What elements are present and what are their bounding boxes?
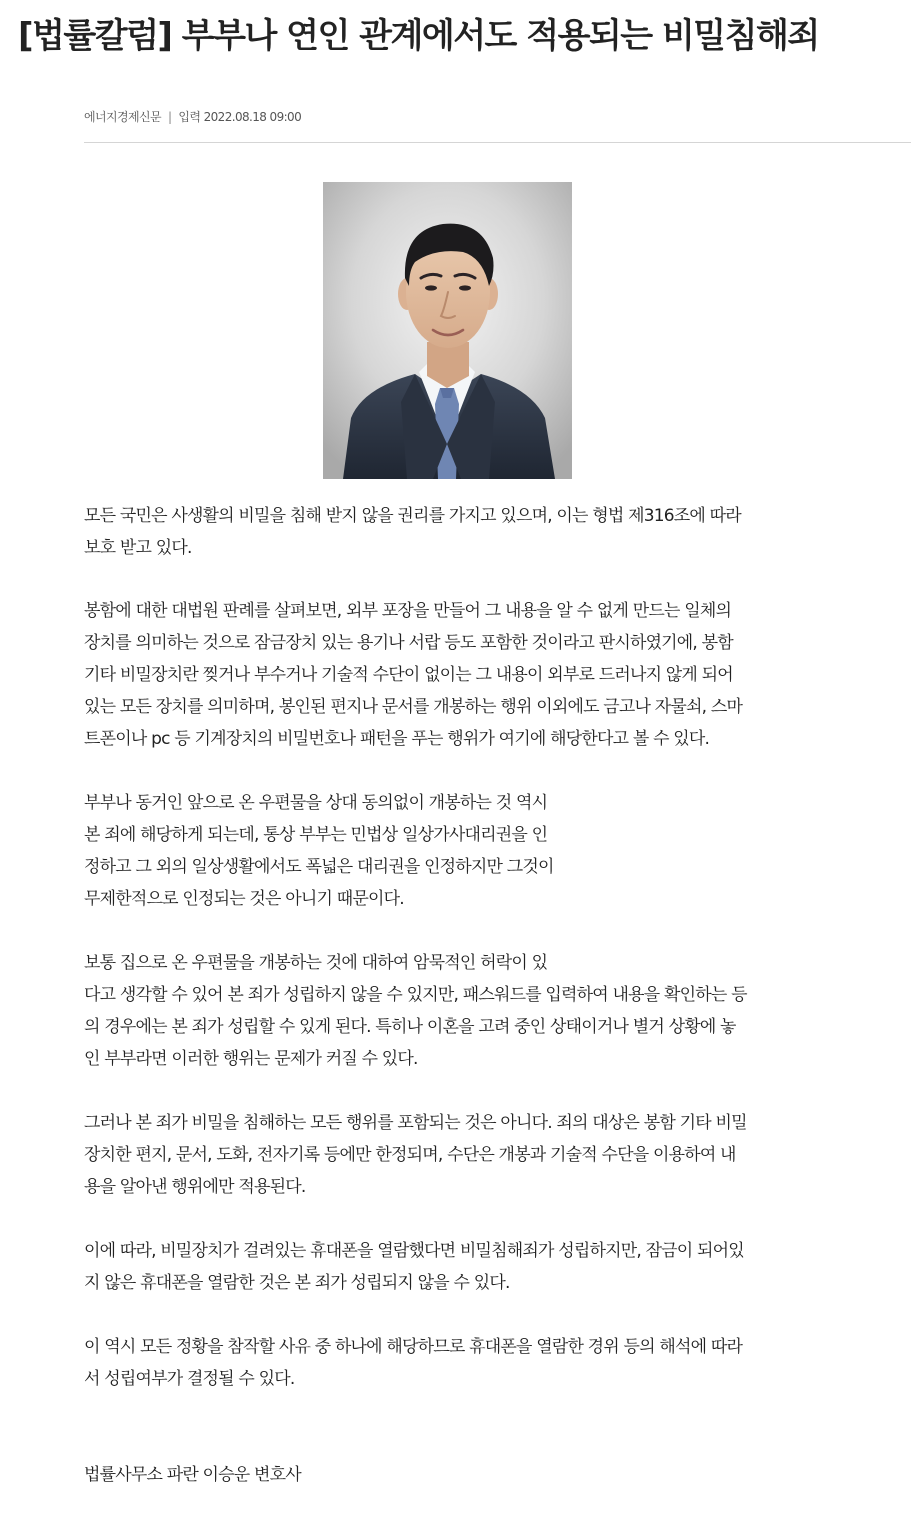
paragraph-line: 봉함에 대한 대법원 판례를 살펴보면, 외부 포장을 만들어 그 내용을 알 수 없게 만드는 일체의 [84,601,732,621]
paragraph-line: 장치를 의미하는 것으로 잠금장치 있는 용기나 서랍 등도 포함한 것이라고 판시하였기에, 봉함 [84,633,733,653]
source-name: 에너지경제신문 [84,110,161,124]
paragraph-line: 다고 생각할 수 있어 본 죄가 성립하지 않을 수 있지만, 패스워드를 입력하여 내용을 확인하는 등 [84,985,747,1005]
byline-separator: | [167,110,172,124]
paragraph-line: 정하고 그 외의 일상생활에서도 폭넓은 대리권을 인정하지만 그것이 [84,857,554,877]
article-title: [법률칼럼] 부부나 연인 관계에서도 적용되는 비밀침해죄 [18,16,819,56]
paragraph-line: 있는 모든 장치를 의미하며, 봉인된 편지나 문서를 개봉하는 행위 이외에도 금고나 자물쇠, 스마 [84,697,743,717]
author-signature [84,1459,301,1491]
paragraph-line: 보호 받고 있다. [84,538,192,558]
paragraph-line: 트폰이나 pc 등 기계장치의 비밀번호나 패턴을 푸는 행위가 여기에 해당한다고 볼 수 있다. [84,729,710,749]
paragraph-line: 의 경우에는 본 죄가 성립할 수 있게 된다. 특히나 이혼을 고려 중인 상태이거나 별거 상황에 놓 [84,1017,736,1037]
author-portrait-photo [323,182,572,479]
paragraph-line: 이에 따라, 비밀장치가 걸려있는 휴대폰을 열람했다면 비밀침해죄가 성립하지만, 잠금이 되어있 [84,1241,744,1261]
article-byline [84,108,301,126]
paragraph-line: 본 죄에 해당하게 되는데, 통상 부부는 민법상 일상가사대리권을 인 [84,825,548,845]
publish-date: 2022.08.18 09:00 [203,110,302,124]
paragraph-line: 모든 국민은 사생활의 비밀을 침해 받지 않을 권리를 가지고 있으며, 이는 형법 제316조에 따라 [84,506,741,526]
paragraph [84,1235,744,1299]
paragraph-line: 부부나 동거인 앞으로 온 우편물을 상대 동의없이 개봉하는 것 역시 [84,793,548,813]
paragraph [84,947,747,1075]
paragraph-line: 이 역시 모든 정황을 참작할 사유 중 하나에 해당하므로 휴대폰을 열람한 경위 등의 해석에 따라 [84,1337,743,1357]
paragraph-line: 그러나 본 죄가 비밀을 침해하는 모든 행위를 포함되는 것은 아니다. 죄의 대상은 봉함 기타 비밀 [84,1113,747,1133]
paragraph-line: 장치한 편지, 문서, 도화, 전자기록 등에만 한정되며, 수단은 개봉과 기술적 수단을 이용하여 내 [84,1145,736,1165]
paragraph [84,595,742,755]
paragraph [84,1331,742,1395]
paragraph-line: 보통 집으로 온 우편물을 개봉하는 것에 대하여 암묵적인 허락이 있 [84,953,548,973]
paragraph-line: 서 성립여부가 결정될 수 있다. [84,1369,295,1389]
paragraph-line: 기타 비밀장치란 찢거나 부수거나 기술적 수단이 없이는 그 내용이 외부로 드러나지 않게 되어 [84,665,733,685]
paragraph-line: 지 않은 휴대폰을 열람한 것은 본 죄가 성립되지 않을 수 있다. [84,1273,510,1293]
portrait-illustration [323,182,572,479]
header-divider [84,142,911,143]
paragraph [84,1107,747,1203]
paragraph-line: 무제한적으로 인정되는 것은 아니기 때문이다. [84,889,404,909]
signature-line: 법률사무소 파란 이승운 변호사 [84,1465,301,1485]
paragraph [84,787,554,915]
paragraph-line: 인 부부라면 이러한 행위는 문제가 커질 수 있다. [84,1049,418,1069]
paragraph [84,500,741,564]
date-label: 입력 [178,110,201,124]
paragraph-line: 용을 알아낸 행위에만 적용된다. [84,1177,306,1197]
